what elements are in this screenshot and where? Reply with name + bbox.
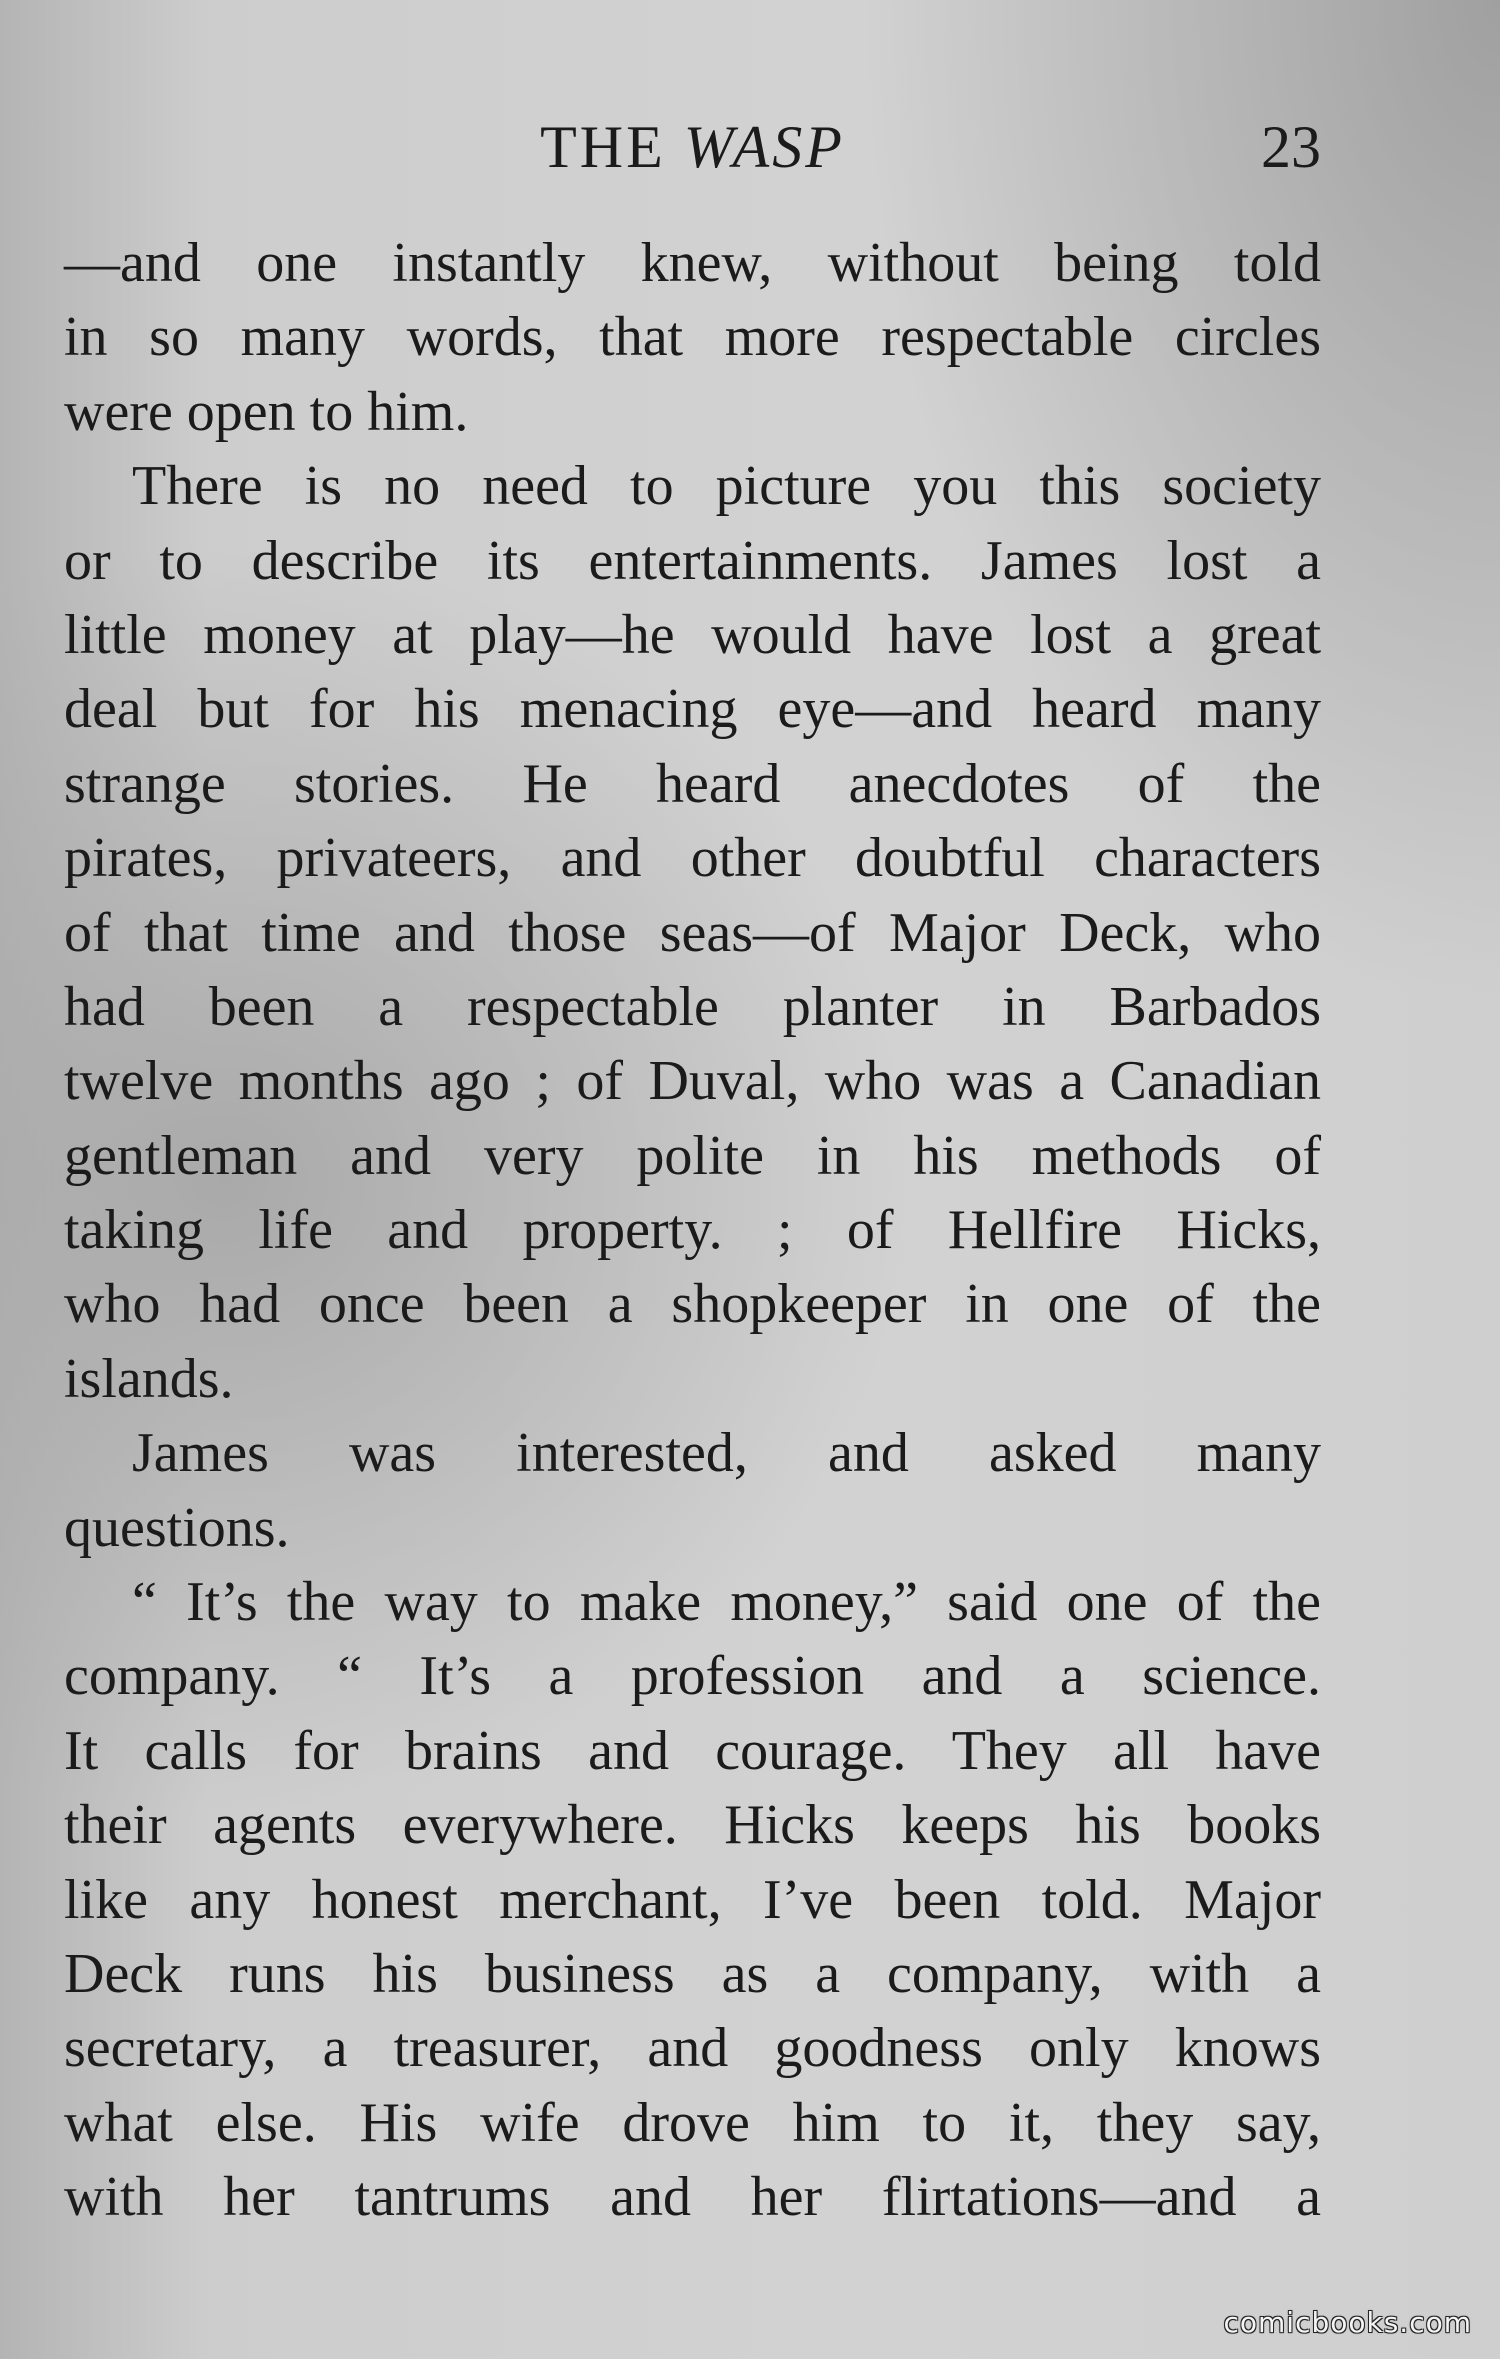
text-line-4: There is no need to picture you this society [132,455,1321,518]
text-line-2: in so many words, that more respectable circles [64,306,1321,369]
text-line-5: or to describe its entertainments. James lost a [64,529,1321,592]
text-line-19: “ It’s the way to make money,” said one of the [132,1571,1321,1634]
text-line-6: little money at play—he would have lost a great [64,603,1321,666]
running-head [64,112,1321,182]
text-line-15: who had once been a shopkeeper in one of the [64,1273,1321,1336]
body-text [64,226,1321,2235]
text-line-11: had been a respectable planter in Barbados [64,975,1321,1038]
running-title-wasp: WASP [683,114,845,180]
text-line-1: —and one instantly knew, without being told [64,232,1321,294]
text-line-12: twelve months ago ; of Duval, who was a Canadian [64,1050,1321,1113]
text-line-3: were open to him. [64,380,469,443]
text-line-25: secretary, a treasurer, and goodness only knows [64,2017,1321,2080]
text-line-26: what else. His wife drove him to it, they say, [64,2091,1321,2154]
text-line-10: of that time and those seas—of Major Deck, who [64,901,1321,964]
text-line-27: with her tantrums and her flirtations—and a [64,2166,1321,2229]
text-line-8: strange stories. He heard anecdotes of the [64,752,1321,815]
running-title-the: THE [540,114,684,180]
text-line-7: deal but for his menacing eye—and heard many [64,678,1321,741]
text-line-13: gentleman and very polite in his methods of [64,1124,1321,1187]
text-line-20: company. “ It’s a profession and a science. [64,1645,1321,1708]
source-watermark: comicbooks.com [1223,2306,1472,2339]
text-line-22: their agents everywhere. Hicks keeps his books [64,1794,1321,1857]
text-line-23: like any honest merchant, I’ve been told. Major [64,1868,1321,1931]
page-number: 23 [1261,114,1321,180]
text-line-17: James was interested, and asked many [132,1422,1321,1485]
text-line-18: questions. [64,1496,290,1559]
text-line-14: taking life and property. ; of Hellfire Hicks, [64,1199,1321,1262]
text-line-21: It calls for brains and courage. They all have [64,1719,1321,1782]
text-line-16: islands. [64,1347,234,1410]
running-title [64,112,1321,182]
text-line-9: pirates, privateers, and other doubtful characters [64,827,1321,890]
text-line-24: Deck runs his business as a company, with a [64,1942,1321,2005]
